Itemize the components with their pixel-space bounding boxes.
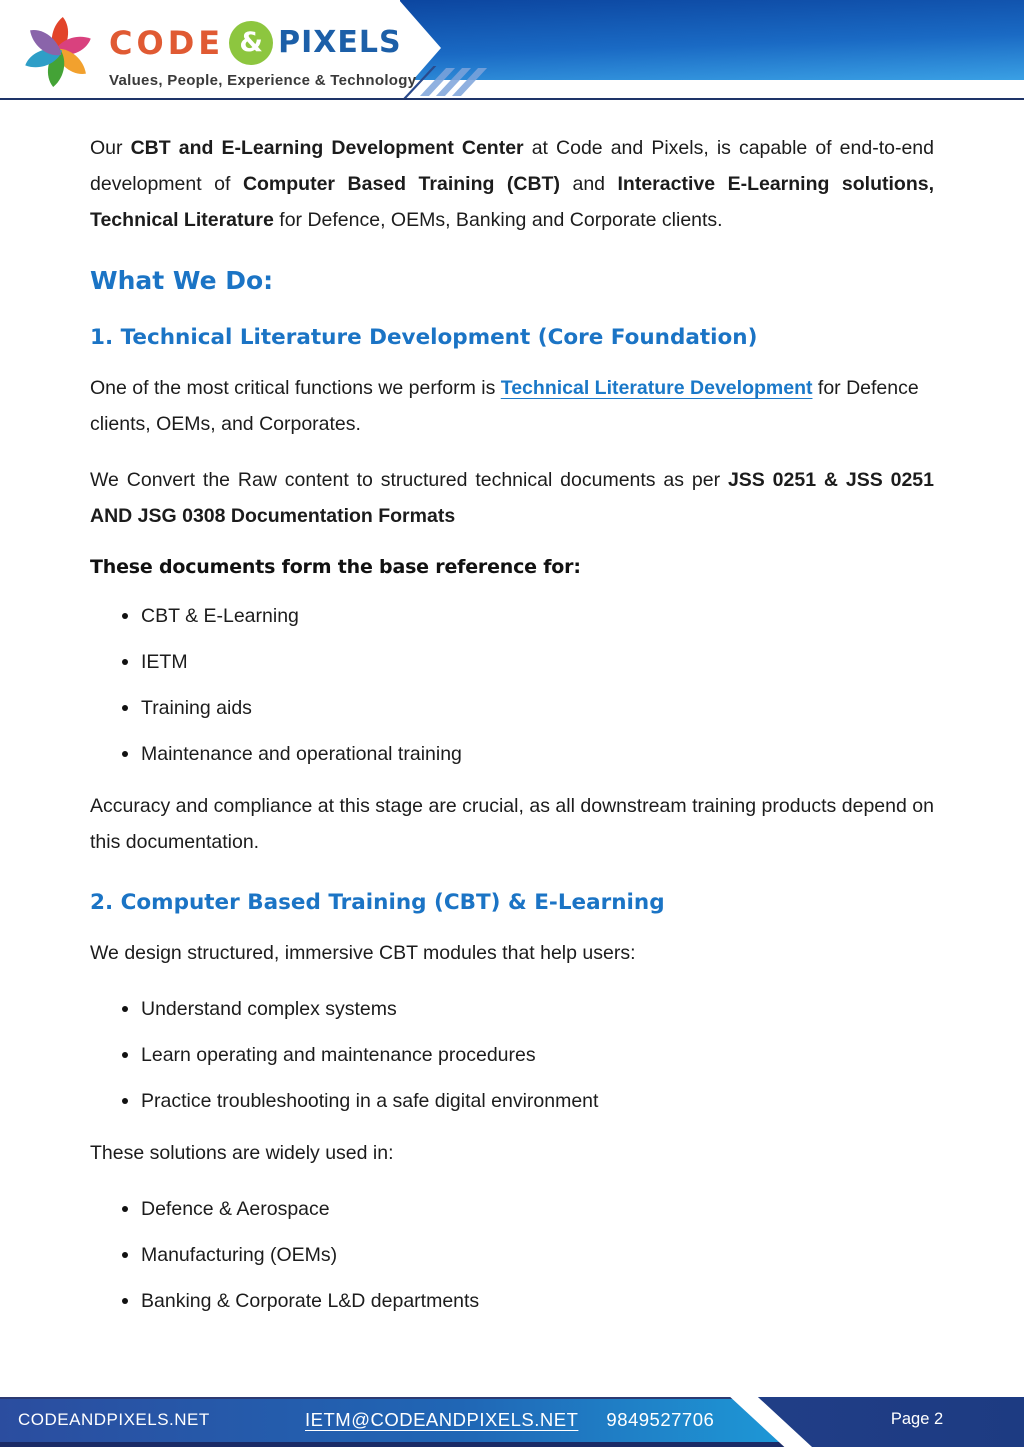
bullet-text: CBT & E-Learning xyxy=(141,605,299,627)
logo-pixels-text: PIXELS xyxy=(278,25,402,60)
list-item xyxy=(90,648,934,676)
list-item xyxy=(90,1087,934,1115)
list-item xyxy=(90,602,934,630)
list-item xyxy=(90,1041,934,1069)
section1-p2-pre: We Convert the Raw content to structured technical documents as per xyxy=(90,469,728,491)
bullet-dot xyxy=(122,1252,128,1258)
bullet-text: IETM xyxy=(141,651,188,673)
bullet-text: Banking & Corporate L&D departments xyxy=(141,1290,480,1312)
intro-text-1: Our xyxy=(90,137,131,159)
bullet-text: Understand complex systems xyxy=(141,998,397,1020)
logo-code-text: CODE xyxy=(109,23,225,62)
footer-phone-text: 9849527706 xyxy=(606,1408,715,1430)
what-we-do-heading: What We Do: xyxy=(90,266,274,295)
logo-text-block xyxy=(109,16,416,89)
page-header xyxy=(0,0,1024,105)
page-footer xyxy=(0,1397,1024,1447)
bullet-dot xyxy=(122,613,128,619)
footer-page-number: Page 2 xyxy=(890,1410,944,1428)
document-content xyxy=(0,130,1024,1315)
section1-heading: 1. Technical Literature Development (Core Foundation) xyxy=(90,325,758,350)
intro-text-3: and xyxy=(559,173,618,195)
bullet-dot xyxy=(122,1298,128,1304)
bullet-dot xyxy=(122,1006,128,1012)
logo xyxy=(15,6,416,98)
bullet-dot xyxy=(122,1052,128,1058)
footer-site-text: CODEANDPIXELS.NET xyxy=(18,1409,210,1429)
bullet-text: Practice troubleshooting in a safe digital environment xyxy=(141,1090,599,1112)
section1-bullet-list xyxy=(90,602,934,768)
header-divider-line xyxy=(0,98,1024,100)
bullet-text: Manufacturing (OEMs) xyxy=(141,1244,338,1266)
list-item xyxy=(90,740,934,768)
bullet-text: Defence & Aerospace xyxy=(141,1198,330,1220)
intro-bold-2: Computer Based Training (CBT) xyxy=(242,173,560,195)
section1-paragraph-2 xyxy=(90,462,934,534)
intro-text-4: for Defence, OEMs, Banking and Corporate clients. xyxy=(273,209,723,231)
section2-bullet-list-1 xyxy=(90,995,934,1115)
list-item xyxy=(90,1241,934,1269)
bullet-text: Maintenance and operational training xyxy=(141,743,462,765)
technical-literature-link[interactable]: Technical Literature Development xyxy=(500,377,813,399)
footer-email-link[interactable]: IETM@CODEANDPIXELS.NET xyxy=(305,1408,579,1430)
intro-paragraph xyxy=(90,130,934,238)
section1-p2-bold: JSS 0251 & JSS 0251 AND JSG 0308 Documentation Formats xyxy=(90,469,934,527)
intro-bold-3: Interactive E-Learning solutions, Technical Literature xyxy=(90,173,934,231)
bullet-dot xyxy=(122,705,128,711)
logo-tagline: Values, People, Experience & Technology xyxy=(109,71,417,89)
bullet-dot xyxy=(122,1098,128,1104)
bullet-dot xyxy=(122,1206,128,1212)
bullet-dot xyxy=(122,751,128,757)
section2-bullet-list-2 xyxy=(90,1195,934,1315)
list-item xyxy=(90,995,934,1023)
list-item xyxy=(90,1287,934,1315)
intro-bold-1: CBT and E-Learning Development Center xyxy=(130,137,524,159)
intro-text-2: at Code and Pixels, is capable of end-to-end development of xyxy=(90,137,934,195)
bullet-text: Training aids xyxy=(141,697,252,719)
section2-paragraph-2: These solutions are widely used in: xyxy=(90,1142,394,1164)
logo-ampersand-badge xyxy=(229,21,273,65)
section1-p1-post: for Defence clients, OEMs, and Corporates. xyxy=(90,377,919,435)
section2-heading: 2. Computer Based Training (CBT) & E-Learning xyxy=(90,890,665,915)
section1-p1-pre: One of the most critical functions we perform is xyxy=(90,377,501,399)
logo-ampersand: & xyxy=(239,27,263,58)
pinwheel-logo-icon xyxy=(15,6,101,98)
bullet-dot xyxy=(122,659,128,665)
list-item xyxy=(90,1195,934,1223)
header-banner xyxy=(400,0,1024,80)
section1-list-intro: These documents form the base reference for: xyxy=(90,556,581,578)
footer-contact-group xyxy=(305,1397,714,1442)
section1-paragraph-1 xyxy=(90,370,934,442)
section1-paragraph-3: Accuracy and compliance at this stage are crucial, as all downstream training products depend on this documentation. xyxy=(90,795,934,853)
list-item xyxy=(90,694,934,722)
bullet-text: Learn operating and maintenance procedures xyxy=(141,1044,536,1066)
section2-paragraph-1: We design structured, immersive CBT modules that help users: xyxy=(90,942,636,964)
